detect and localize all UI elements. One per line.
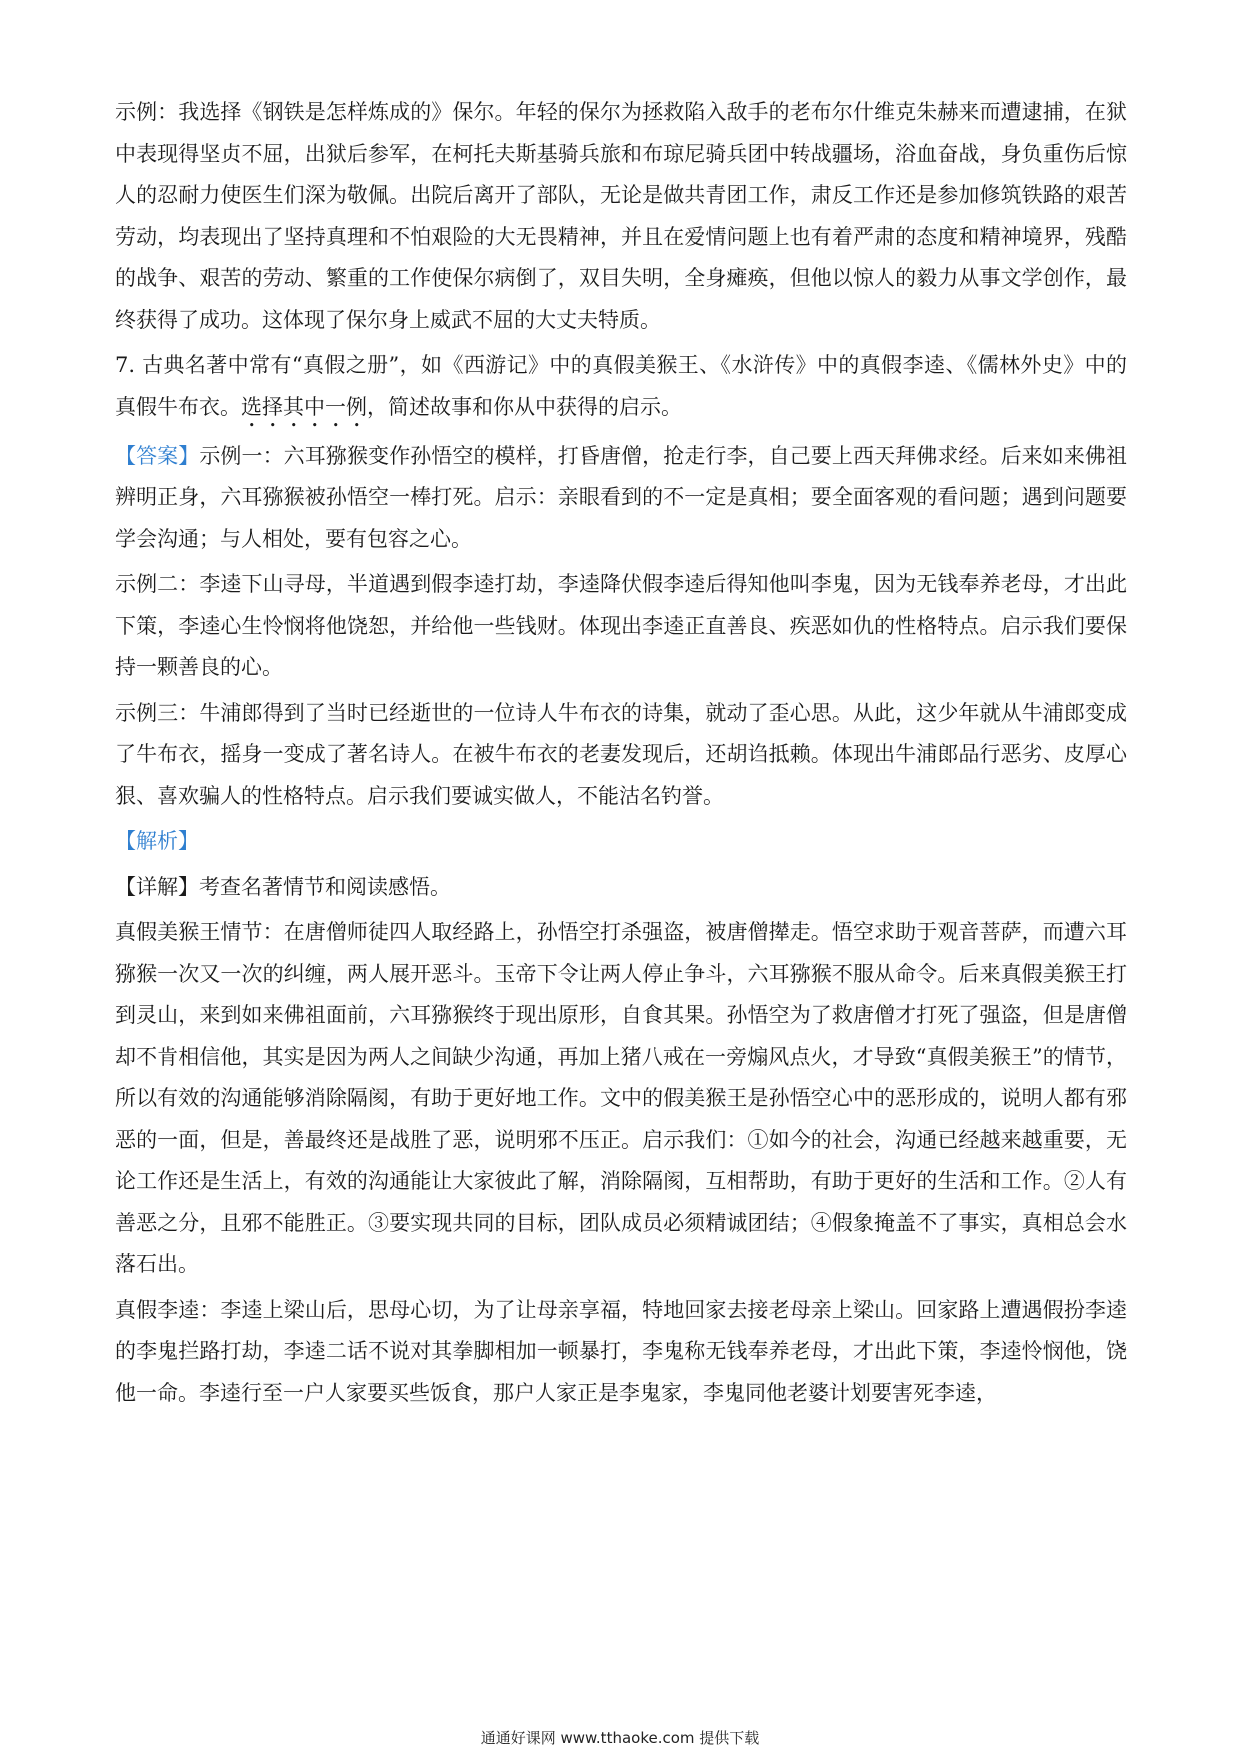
question-7-text-end: ，简述故事和你从中获得的启示。	[367, 394, 682, 419]
page-footer: 通通好课网 www.tthaoke.com 提供下载	[480, 1729, 760, 1747]
analysis-monkey-king: 真假美猴王情节：在唐僧师徒四人取经路上，孙悟空打杀强盗，被唐僧撵走。悟空求助于观音菩萨，而遭六耳猕猴一次又一次的纠缠，两人展开恶斗。玉帝下令让两人停止争斗，六耳猕猴不服从命令。后来真假美猴王打到灵山，来到如来佛祖面前，六耳猕猴终于现出原形，自食其果。孙悟空为了救唐僧才打死了强盗，但是唐僧却不肯相信他，其实是因为两人之间缺少沟通，再加上猪八戒在一旁煽风点火，才导致“真假美猴王”的情节，所以有效的沟通能够消除隔阂，有助于更好地工作。文中的假美猴王是孙悟空心中的恶形成的，说明人都有邪恶的一面，但是，善最终还是战胜了恶，说明邪不压正。启示我们：①如今的社会，沟通已经越来越重要，无论工作还是生活上，有效的沟通能让大家彼此了解，消除隔阂，互相帮助，有助于更好的生活和工作。②人有善恶之分，且邪不能胜正。③要实现共同的目标，团队成员必须精诚团结；④假象掩盖不了事实，真相总会水落石出。	[115, 920, 1127, 1276]
example-paragraph-paul: 示例：我选择《钢铁是怎样炼成的》保尔。年轻的保尔为拯救陷入敌手的老布尔什维克朱赫来而遭逮捕，在狱中表现得坚贞不屈，出狱后参军，在柯托夫斯基骑兵旅和布琼尼骑兵团中转战疆场，浴血奋战，身负重伤后惊人的忍耐力使医生们深为敬佩。出院后离开了部队，无论是做共青团工作，肃反工作还是参加修筑铁路的艰苦劳动，均表现出了坚持真理和不怕艰险的大无畏精神，并且在爱情问题上也有着严肃的态度和精神境界，残酷的战争、艰苦的劳动、繁重的工作使保尔病倒了，双目失明，全身瘫痪，但他以惊人的毅力从事文学创作，最终获得了成功。这体现了保尔身上威武不屈的大丈夫特质。	[115, 100, 1127, 332]
answer-example-1-text: 示例一：六耳猕猴变作孙悟空的模样，打昏唐僧，抢走行李，自己要上西天拜佛求经。后来如来佛祖辨明正身，六耳猕猴被孙悟空一棒打死。启示：亲眼看到的不一定是真相；要全面客观的看问题；遇到问题要学会沟通；与人相处，要有包容之心。	[115, 443, 1127, 551]
document-body	[115, 92, 1127, 1414]
answer-example-2: 示例二：李逵下山寻母，半道遇到假李逵打劫，李逵降伏假李逵后得知他叫李鬼，因为无钱奉养老母，才出此下策，李逵心生怜悯将他饶恕，并给他一些钱财。体现出李逵正直善良、疾恶如仇的性格特点。启示我们要保持一颗善良的心。	[115, 572, 1127, 679]
question-7-emphasis: 选择其中一例	[241, 394, 367, 419]
question-7-text: 7. 古典名著中常有“真假之册”，如《西游记》中的真假美猴王、《水浒传》中的真假李逵、《儒林外史》中的真假牛布衣。	[115, 353, 1127, 419]
analysis-li-kui: 真假李逵：李逵上梁山后，思母心切，为了让母亲享福，特地回家去接老母亲上梁山。回家路上遭遇假扮李逵的李鬼拦路打劫，李逵二话不说对其拳脚相加一顿暴打，李鬼称无钱奉养老母，才出此下策，李逵怜悯他，饶他一命。李逵行至一户人家要买些饭食，那户人家正是李鬼家，李鬼同他老婆计划要害死李逵，	[115, 1297, 1127, 1405]
question-7	[115, 345, 1127, 432]
answer-example-1	[115, 436, 1127, 561]
detail-heading: 【详解】考查名著情节和阅读感悟。	[115, 874, 451, 899]
analysis-tag: 【解析】	[115, 829, 199, 853]
answer-tag: 【答案】	[115, 443, 200, 468]
analysis-heading	[115, 821, 1127, 863]
answer-example-3: 示例三：牛浦郎得到了当时已经逝世的一位诗人牛布衣的诗集，就动了歪心思。从此，这少年就从牛浦郎变成了牛布衣，摇身一变成了著名诗人。在被牛布衣的老妻发现后，还胡诌抵赖。体现出牛浦郎品行恶劣、皮厚心狠、喜欢骗人的性格特点。启示我们要诚实做人，不能沽名钓誉。	[115, 700, 1127, 808]
